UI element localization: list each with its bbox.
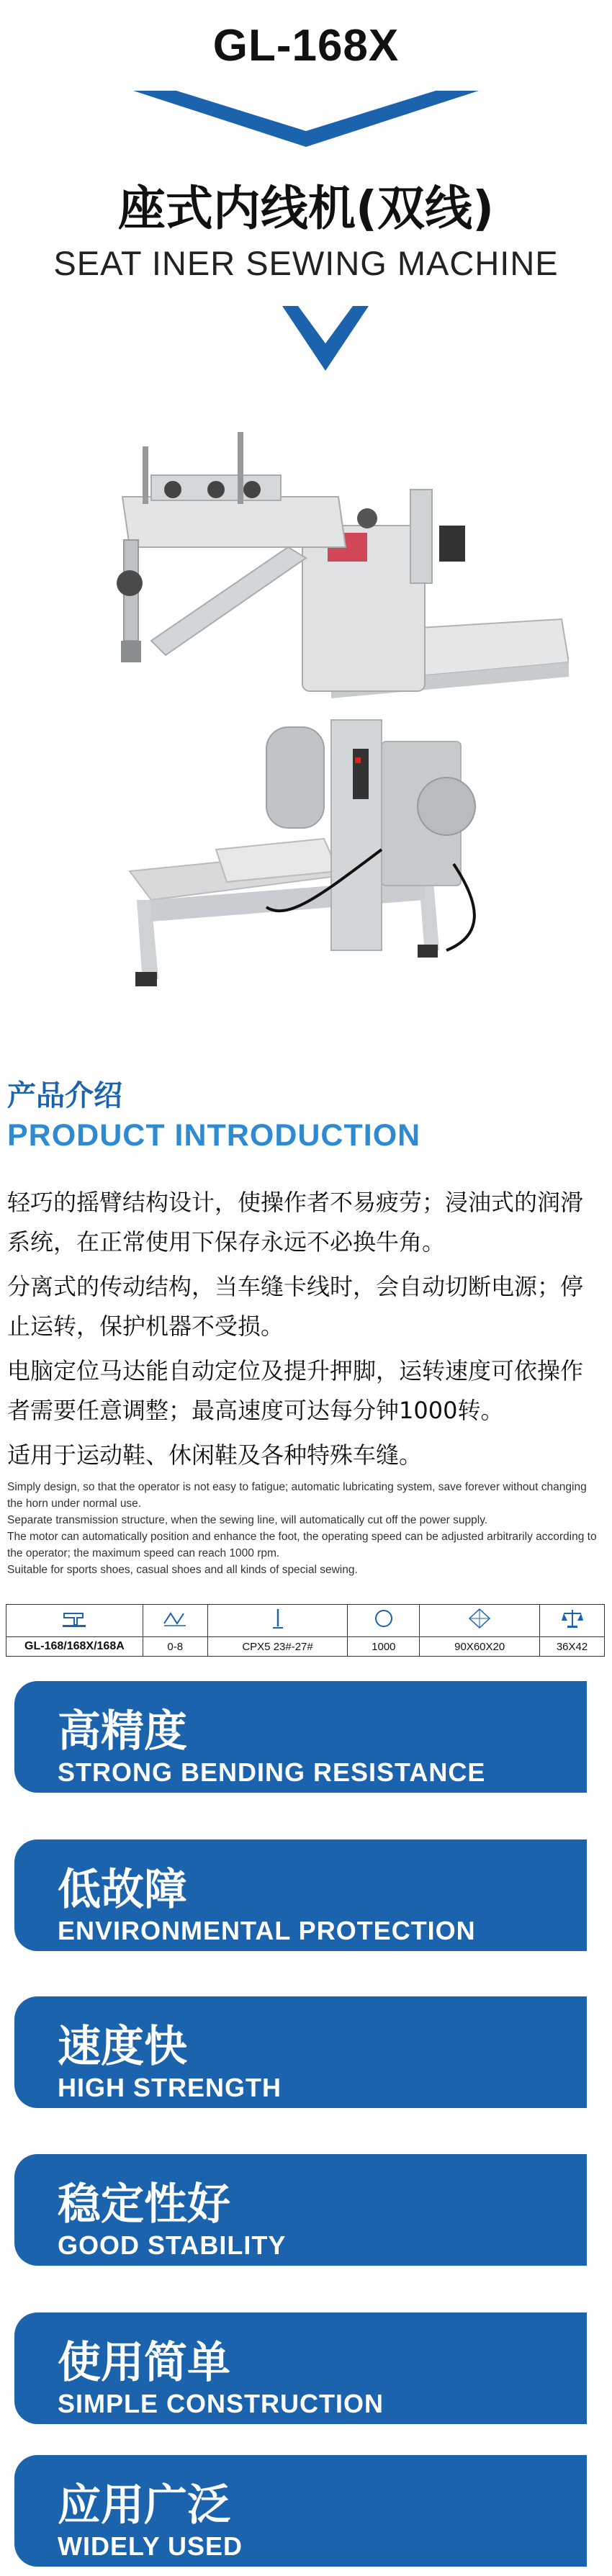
description-en — [7, 1479, 605, 1578]
needle-icon — [207, 1605, 348, 1637]
feature-title-en: WIDELY USED — [58, 2531, 243, 2561]
description-en-line: Separate transmission structure, when the sewing line, will automatically cut off the power supply. — [7, 1514, 488, 1526]
weight-scale-icon — [540, 1605, 605, 1637]
product-title-cn: 座式内线机(双线) — [117, 181, 495, 236]
description-en-line: Simply design, so that the operator is not easy to fatigue; automatic lubricating system, save forever without changing the horn under normal use. — [7, 1481, 587, 1510]
description-cn-line: 轻巧的摇臂结构设计，使操作者不易疲劳；浸油式的润滑系统，在正常使用下保存永远不必换牛角。 — [7, 1189, 584, 1256]
feature-title-cn: 稳定性好 — [58, 2179, 230, 2230]
section-title-cn: 产品介绍 — [7, 1079, 122, 1112]
spec-icon-row — [6, 1605, 605, 1637]
feature-title-en: STRONG BENDING RESISTANCE — [58, 1757, 486, 1787]
feature-title-cn: 使用简单 — [58, 2338, 230, 2388]
feature-title-en: GOOD STABILITY — [58, 2230, 287, 2260]
spec-needle: CPX5 23#-27# — [207, 1637, 348, 1657]
description-cn-line: 分离式的传动结构，当车缝卡线时，会自动切断电源；停止运转，保护机器不受损。 — [7, 1273, 584, 1340]
feature-title-cn: 高精度 — [58, 1706, 187, 1757]
spec-model: GL-168/168X/168A — [6, 1637, 143, 1657]
spec-table — [6, 1604, 605, 1657]
sewing-machine-icon — [6, 1605, 143, 1637]
feature-banner — [14, 1681, 587, 1793]
spec-speed: 1000 — [348, 1637, 420, 1657]
stitch-length-icon — [143, 1605, 207, 1637]
feature-banner — [14, 2312, 587, 2424]
feature-title-cn: 速度快 — [58, 2022, 187, 2072]
speed-circle-icon — [348, 1605, 420, 1637]
model-number: GL-168X — [212, 21, 400, 71]
spec-stitch-length: 0-8 — [143, 1637, 207, 1657]
product-title-en: SEAT INER SEWING MACHINE — [53, 244, 559, 282]
feature-title-en: SIMPLE CONSTRUCTION — [58, 2389, 384, 2418]
feature-title-en: ENVIRONMENTAL PROTECTION — [58, 1916, 476, 1945]
section-title-en: PRODUCT INTRODUCTION — [7, 1118, 421, 1153]
description-en-line: The motor can automatically position and enhance the foot, the operating speed can be adjusted arbitrarily according to the operator; the maximum speed can reach 1000 rpm. — [7, 1531, 597, 1559]
feature-banner — [14, 2154, 587, 2266]
spec-weight: 36X42 — [540, 1637, 605, 1657]
feature-banner — [14, 2455, 587, 2567]
feature-banner — [14, 1839, 587, 1951]
description-cn-line: 电脑定位马达能自动定位及提升押脚，运转速度可依操作者需要任意调整；最高速度可达每分钟1000转。 — [7, 1357, 584, 1424]
header-chevron-icon — [133, 91, 479, 147]
description-cn — [7, 1183, 605, 1480]
spec-dimension: 90X60X20 — [420, 1637, 540, 1657]
sewing-machine-image — [108, 403, 569, 1022]
feature-title-cn: 应用广泛 — [58, 2480, 230, 2531]
down-chevron-icon — [282, 306, 369, 371]
description-cn-line: 适用于运动鞋、休闲鞋及各种特殊车缝。 — [7, 1441, 423, 1469]
spec-value-row — [6, 1637, 605, 1657]
feature-banner — [14, 1996, 587, 2108]
description-en-line: Suitable for sports shoes, casual shoes and all kinds of special sewing. — [7, 1564, 358, 1576]
feature-title-en: HIGH STRENGTH — [58, 2073, 282, 2102]
dimension-icon — [420, 1605, 540, 1637]
feature-title-cn: 低故障 — [58, 1865, 187, 1915]
